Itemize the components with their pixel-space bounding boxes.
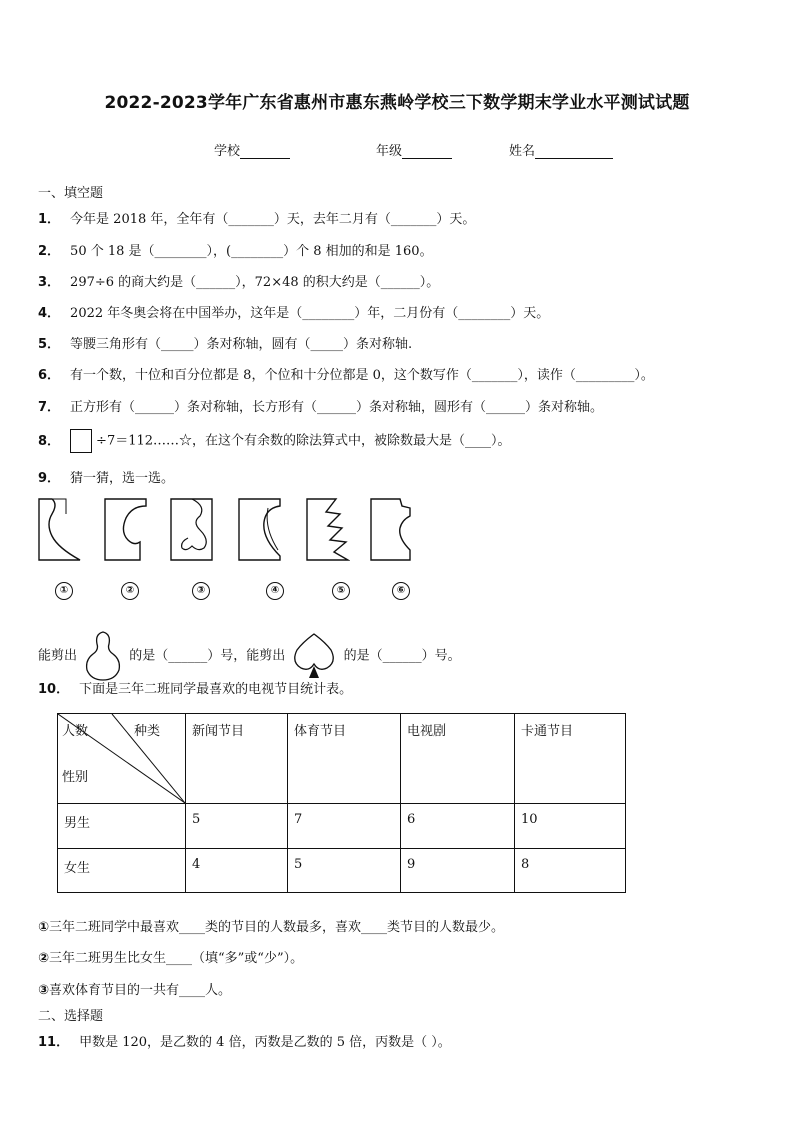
- cut-shape-3: [170, 498, 214, 562]
- grade-label: 年级: [376, 144, 403, 159]
- row-label-boys: 男生: [58, 804, 186, 849]
- q10-sub-2: ②三年二班男生比女生____（填“多”或“少”）。: [38, 951, 304, 966]
- section-heading-fill-blank: 一、填空题: [38, 186, 104, 201]
- question-9: 9． 猜一猜，选一选。: [38, 471, 175, 486]
- name-blank: [535, 145, 613, 159]
- section-heading-choice: 二、选择题: [38, 1009, 104, 1024]
- corner-label-count: 人数: [62, 724, 89, 739]
- header-cartoon: 卡通节目: [515, 714, 626, 804]
- cell-value: 10: [515, 804, 626, 849]
- shape-label-6: ⑥: [392, 582, 410, 600]
- name-label: 姓名: [509, 144, 536, 159]
- table-corner-cell: [58, 714, 186, 804]
- question-6: 6． 有一个数，十位和百分位都是 8，个位和十分位都是 0，这个数写作（_______），读作（_________）。: [38, 368, 654, 383]
- header-news: 新闻节目: [186, 714, 288, 804]
- question-7: 7． 正方形有（______）条对称轴，长方形有（______）条对称轴，圆形有（______）条对称轴。: [38, 400, 604, 415]
- question-10: 10． 下面是三年二班同学最喜欢的电视节目统计表。: [38, 682, 353, 697]
- cell-value: 7: [288, 804, 401, 849]
- answer-box: [70, 429, 92, 453]
- school-blank: [240, 145, 290, 159]
- shape-label-1: ①: [55, 582, 73, 600]
- row-label-girls: 女生: [58, 849, 186, 893]
- grade-field: [376, 140, 452, 159]
- shape-label-2: ②: [121, 582, 139, 600]
- page-title: 2022-2023学年广东省惠州市惠东燕岭学校三下数学期末学业水平测试试题: [104, 93, 690, 113]
- header-drama: 电视剧: [401, 714, 515, 804]
- cell-value: 8: [515, 849, 626, 893]
- shape-label-3: ③: [192, 582, 210, 600]
- question-1: 1． 今年是 2018 年，全年有（_______）天，去年二月有（_______）天。: [38, 212, 476, 227]
- q10-sub-1: ①三年二班同学中最喜欢____类的节目的人数最多，喜欢____类节目的人数最少。: [38, 920, 505, 935]
- q10-sub-3: ③喜欢体育节目的一共有____人。: [38, 983, 232, 998]
- spade-icon: [291, 630, 337, 682]
- grade-blank: [402, 145, 452, 159]
- cell-value: 4: [186, 849, 288, 893]
- cell-value: 6: [401, 804, 515, 849]
- school-field: [214, 140, 290, 159]
- header-sports: 体育节目: [288, 714, 401, 804]
- cell-value: 5: [186, 804, 288, 849]
- question-9-answer-line: 能剪出 的是（______）号，能剪出 的是（______）号。: [38, 630, 461, 682]
- cut-shape-2: [104, 498, 148, 562]
- question-4: 4． 2022 年冬奥会将在中国举办，这年是（________）年，二月份有（________）天。: [38, 306, 550, 321]
- gourd-icon: [83, 630, 123, 682]
- question-2: 2． 50 个 18 是（________），(________）个 8 相加的和是 160。: [38, 244, 433, 259]
- cut-shape-4: [238, 498, 282, 562]
- cut-shape-5: [306, 498, 350, 562]
- cell-value: 5: [288, 849, 401, 893]
- shape-label-5: ⑤: [332, 582, 350, 600]
- tv-program-stats-table: [57, 713, 626, 893]
- corner-label-gender: 性别: [62, 770, 89, 785]
- cell-value: 9: [401, 849, 515, 893]
- school-label: 学校: [214, 144, 241, 159]
- shape-label-4: ④: [266, 582, 284, 600]
- cut-shape-6: [370, 498, 414, 562]
- question-11: 11． 甲数是 120，是乙数的 4 倍，丙数是乙数的 5 倍，丙数是（ ）。: [38, 1035, 451, 1050]
- question-3: 3． 297÷6 的商大约是（______），72×48 的积大约是（______）。: [38, 275, 440, 290]
- question-5: 5． 等腰三角形有（_____）条对称轴，圆有（_____）条对称轴.: [38, 337, 413, 352]
- table-row: [58, 804, 626, 849]
- name-field: [509, 140, 613, 159]
- table-row: [58, 849, 626, 893]
- corner-label-category: 种类: [134, 724, 161, 739]
- question-8: 8． ÷7＝112……☆，在这个有余数的除法算式中，被除数最大是（____）。: [38, 429, 511, 453]
- cut-shape-1: [38, 498, 82, 562]
